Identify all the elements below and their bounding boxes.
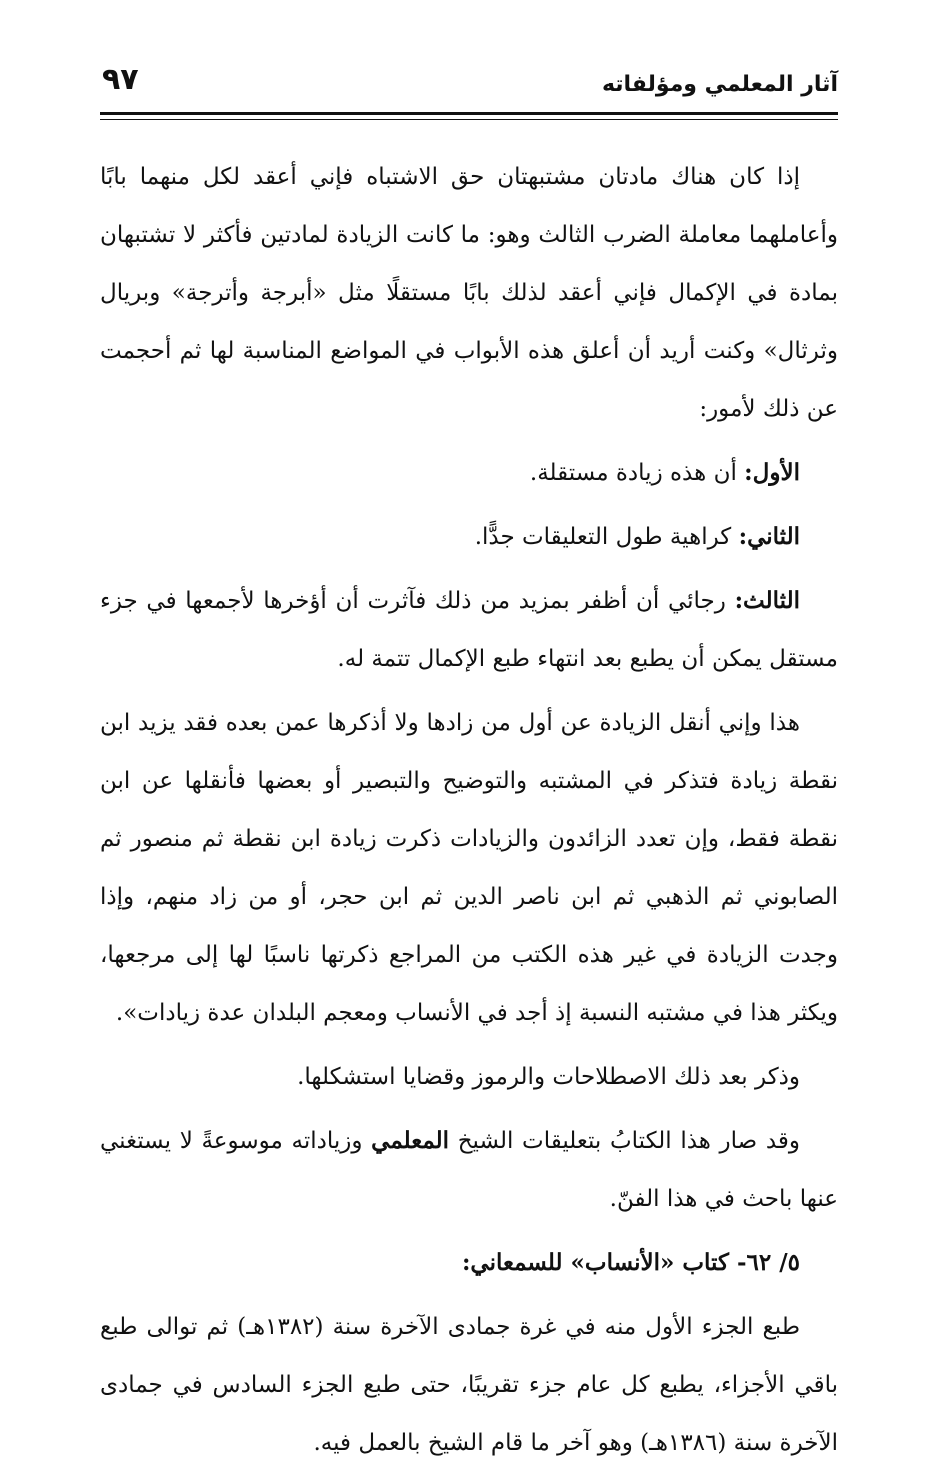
paragraph: هذا وإني أنقل الزيادة عن أول من زادها ولا أذكرها عمن بعده فقد يزيد ابن نقطة زيادة فتذكر في المشتبه والتوضيح والتبصير أو بعضها فأنقلها عن ابن نقطة فقط، وإن تعدد الزائدون والزيادات ذكرت زيادة ابن نقطة ثم منصور ثم الصابوني ثم الذهبي ثم ابن ناصر الدين ثم ابن حجر، أو من زاد منهم، وإذا وجدت الزيادة في غير هذه الكتب من المراجع ذكرتها ناسبًا لها إلى مرجعها، ويكثر هذا في مشتبه النسبة إذ أجد في الأنساب ومعجم البلدان عدة زيادات». bbox=[100, 710, 838, 1026]
reason-first bbox=[100, 444, 838, 502]
author-name: المعلمي bbox=[371, 1127, 450, 1154]
paragraph: وذكر بعد ذلك الاصطلاحات والرموز وقضايا استشكلها. bbox=[297, 1064, 800, 1090]
paragraph bbox=[100, 1112, 838, 1228]
reason-label: الثاني: bbox=[738, 523, 800, 550]
page-header bbox=[100, 58, 838, 108]
paragraph-text: وزياداته موسوعةً لا يستغني عنها باحث في هذا الفنّ. bbox=[100, 1128, 838, 1212]
paragraph-text: وقد صار هذا الكتابُ بتعليقات الشيخ bbox=[449, 1128, 801, 1154]
reason-second bbox=[100, 508, 838, 566]
reason-third bbox=[100, 572, 838, 688]
reason-label: الثالث: bbox=[734, 587, 800, 614]
paragraph: طبع الجزء الأول منه في غرة جمادى الآخرة سنة (١٣٨٢هـ) ثم توالى طبع باقي الأجزاء، يطبع كل عام جزء تقريبًا، حتى طبع الجزء السادس في جمادى الآخرة سنة (١٣٨٦هـ) وهو آخر ما قام الشيخ بالعمل فيه. bbox=[100, 1314, 838, 1456]
header-rule-thin bbox=[100, 119, 838, 120]
paragraph: إذا كان هناك مادتان مشتبهتان حق الاشتباه فإني أعقد لكل منهما بابًا وأعاملهما معاملة الضرب الثالث وهو: ما كانت الزيادة لمادتين فأكثر لا تشتبهان بمادة في الإكمال فإني أعقد لذلك بابًا مستقلًا مثل «أبرجة وأترجة» وبريال وثرثال» وكنت أريد أن أعلق هذه الأبواب في المواضع المناسبة لها ثم أحجمت عن ذلك لأمور: bbox=[100, 164, 838, 422]
reason-text: أن هذه زيادة مستقلة. bbox=[529, 460, 745, 486]
reason-text: رجائي أن أظفر بمزيد من ذلك فآثرت أن أؤخرها لأجمعها في جزء مستقل يمكن أن يطبع بعد انتهاء طبع الإكمال تتمة له. bbox=[100, 588, 838, 672]
header-rule-thick bbox=[100, 112, 838, 115]
body-text bbox=[100, 148, 838, 1472]
running-title: آثار المعلمي ومؤلفاته bbox=[601, 72, 838, 97]
section-heading: ٥/ ٦٢- كتاب «الأنساب» للسمعاني: bbox=[461, 1249, 800, 1276]
page-number: ٩٧ bbox=[102, 62, 139, 97]
reason-text: كراهية طول التعليقات جدًّا. bbox=[474, 524, 739, 550]
reason-label: الأول: bbox=[744, 459, 800, 486]
